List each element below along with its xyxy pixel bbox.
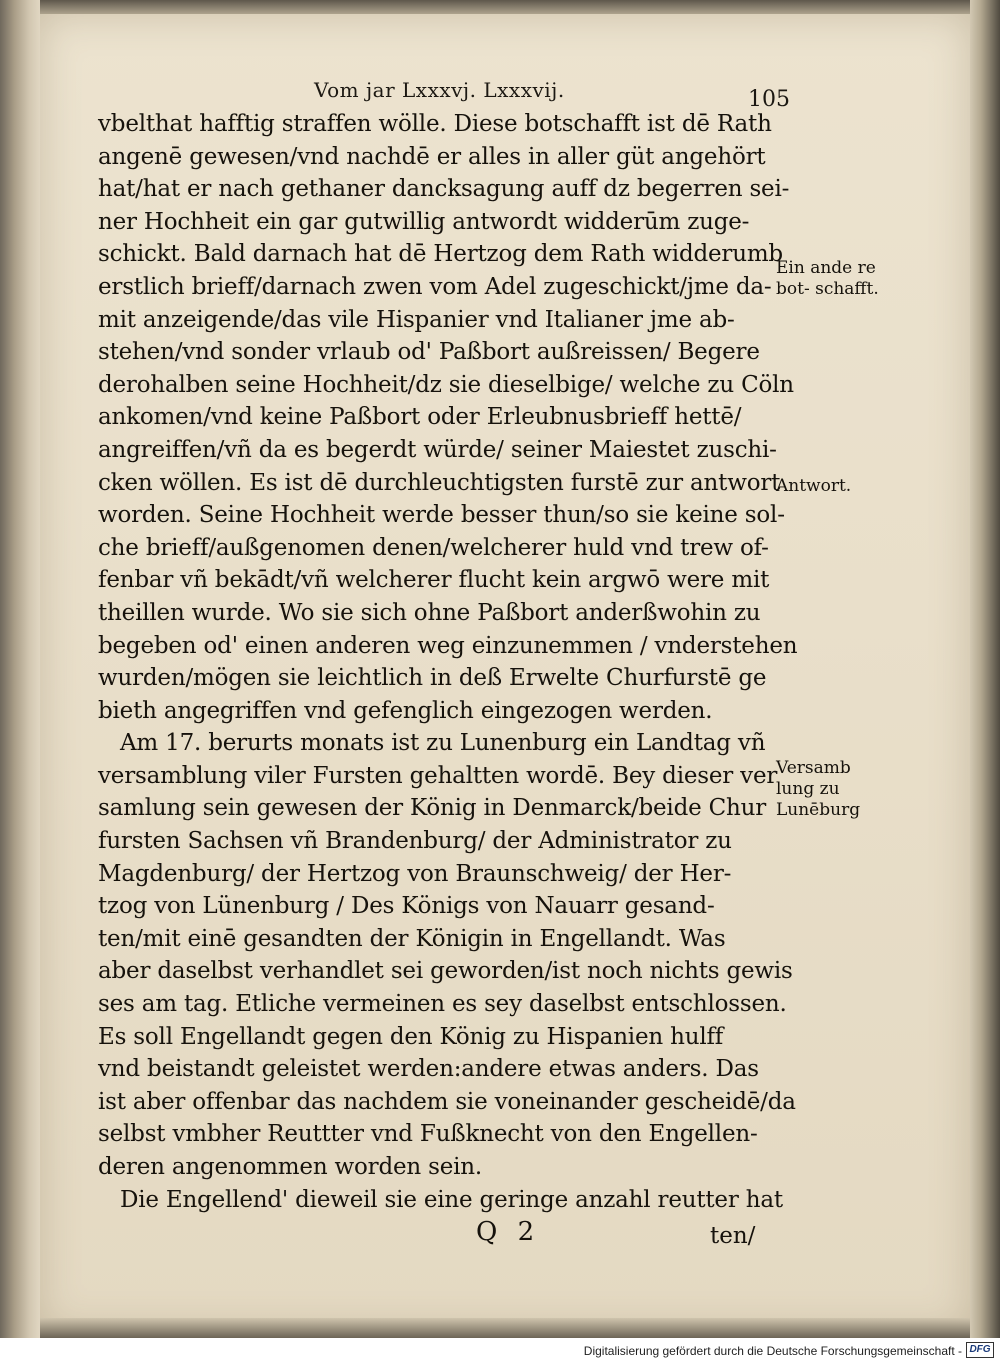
dfg-logo-icon: DFG <box>966 1342 994 1358</box>
text-line: vnd beistandt geleistet werden:andere etwas anders. Das <box>98 1056 759 1083</box>
text-line: ner Hochheit ein gar gutwillig antwordt widderūm zuge- <box>98 208 750 235</box>
body-text <box>98 108 798 1216</box>
text-line: stehen/vnd sonder vrlaub od' Paßbort außreissen/ Begere <box>98 339 760 366</box>
text-line: deren angenommen worden sein. <box>98 1154 483 1180</box>
text-line: che brieff/außgenomen denen/welcherer huld vnd trew of- <box>98 534 769 561</box>
margin-note-botschafft: Ein ande re bot- schafft. <box>776 258 879 299</box>
text-line: samlung sein gewesen der König in Denmarck/beide Chur <box>98 795 767 822</box>
text-line: ses am tag. Etliche vermeinen es sey daselbst entschlossen. <box>98 991 787 1018</box>
text-line: ist aber offenbar das nachdem sie voneinander gescheidē/da <box>98 1088 796 1115</box>
page-number: 105 <box>748 87 790 112</box>
text-line: fenbar vñ bekādt/vñ welcherer flucht kein argwō were mit <box>98 567 770 594</box>
text-line: wurden/mögen sie leichtlich in deß Erwelte Churfurstē ge <box>98 665 767 692</box>
running-head: Vom jar Lxxxvj. Lxxxvij. <box>314 78 565 102</box>
text-line: aber daselbst verhandlet sei geworden/ist noch nichts gewis <box>98 958 793 985</box>
text-line: derohalben seine Hochheit/dz sie dieselbige/ welche zu Cöln <box>98 371 794 398</box>
catchword: ten/ <box>710 1223 756 1249</box>
text-line: hat/hat er nach gethaner dancksagung auff dz begerren sei- <box>98 176 790 203</box>
page-edge-right <box>968 0 1000 1338</box>
text-line: fursten Sachsen vñ Brandenburg/ der Administrator zu <box>98 828 732 855</box>
text-line: tzog von Lünenburg / Des Königs von Nauarr gesand- <box>98 893 715 920</box>
text-line: Am 17. berurts monats ist zu Lunenburg ein Landtag vñ <box>120 730 766 757</box>
text-line: begeben od' einen anderen weg einzunemmen / vnderstehen <box>98 632 798 659</box>
text-line: Es soll Engellandt gegen den König zu Hispanien hulff <box>98 1023 724 1050</box>
text-line: angenē gewesen/vnd nachdē er alles in aller güt angehört <box>98 143 766 170</box>
text-line: vbelthat hafftig straffen wölle. Diese botschafft ist dē Rath <box>98 111 772 137</box>
signature-mark: Q 2 <box>476 1217 541 1247</box>
text-line: versamblung viler Fursten gehaltten wordē. Bey dieser ver <box>98 762 778 789</box>
text-line: ankomen/vnd keine Paßbort oder Erleubnusbrieff hettē/ <box>98 404 742 431</box>
text-line: selbst vmbher Reuttter vnd Fußknecht von den Engellen- <box>98 1121 758 1148</box>
footer-bar <box>0 1338 1000 1364</box>
text-line: Die Engellend' dieweil sie eine geringe anzahl reutter hat <box>120 1186 783 1213</box>
text-line: Magdenburg/ der Hertzog von Braunschweig/ der Her- <box>98 860 732 887</box>
margin-note-antwort: Antwort. <box>776 476 852 496</box>
text-line: angreiffen/vñ da es begerdt würde/ seiner Maiestet zuschi- <box>98 436 777 463</box>
text-line: mit anzeigende/das vile Hispanier vnd Italianer jme ab- <box>98 306 735 333</box>
margin-note-versamblung: Versamb lung zu Lunēburg <box>776 758 861 820</box>
text-line: cken wöllen. Es ist dē durchleuchtigsten furstē zur antwort <box>98 469 781 496</box>
page-bottom-shadow <box>40 1318 970 1338</box>
text-line: worden. Seine Hochheit werde besser thun/so sie keine sol- <box>98 502 785 529</box>
footer-credit: Digitalisierung gefördert durch die Deutsche Forschungsgemeinschaft - <box>583 1344 962 1358</box>
text-line: theillen wurde. Wo sie sich ohne Paßbort anderßwohin zu <box>98 599 761 626</box>
page-edge-left <box>0 0 42 1338</box>
text-line: schickt. Bald darnach hat dē Hertzog dem Rath widderumb <box>98 241 783 268</box>
text-line: bieth angegriffen vnd gefenglich eingezogen werden. <box>98 697 713 724</box>
text-line: ten/mit einē gesandten der Königin in Engellandt. Was <box>98 925 726 952</box>
text-line: erstlich brieff/darnach zwen vom Adel zugeschickt/jme da- <box>98 273 772 300</box>
